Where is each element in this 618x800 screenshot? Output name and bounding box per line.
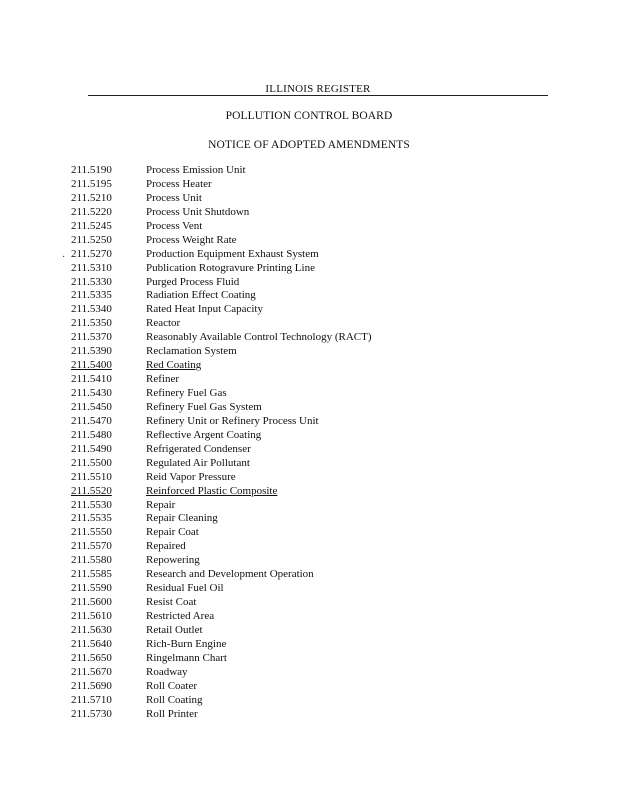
section-number: 211.5270 [71, 247, 112, 260]
definition-row [71, 276, 491, 290]
defined-term: Purged Process Fluid [146, 275, 240, 288]
section-number: 211.5585 [71, 568, 112, 581]
section-number: 211.5250 [71, 233, 112, 246]
definition-row [71, 220, 491, 234]
definition-row [71, 457, 491, 471]
definition-row [71, 415, 491, 429]
defined-term: Repair Coat [146, 526, 199, 539]
definition-row [71, 638, 491, 652]
section-number: 211.5530 [71, 498, 112, 511]
section-number: 211.5580 [71, 554, 112, 567]
section-number: 211.5350 [71, 317, 112, 330]
definition-row [71, 164, 491, 178]
agency-heading: POLLUTION CONTROL BOARD [225, 110, 393, 122]
defined-term: Retail Outlet [146, 623, 203, 636]
defined-term: Reid Vapor Pressure [146, 470, 236, 483]
defined-term: Regulated Air Pollutant [146, 456, 250, 469]
defined-term: Resist Coat [146, 596, 197, 609]
definition-row [71, 317, 491, 331]
section-number: 211.5330 [71, 275, 112, 288]
definition-row [71, 178, 491, 192]
section-number: 211.5500 [71, 456, 112, 469]
defined-term: Roadway [146, 665, 188, 678]
section-number: 211.5370 [71, 331, 112, 344]
section-number: 211.5630 [71, 623, 112, 636]
definition-row [71, 499, 491, 513]
section-number: 211.5450 [71, 400, 112, 413]
section-number: 211.5535 [71, 512, 112, 525]
definition-row [71, 610, 491, 624]
definition-row [71, 401, 491, 415]
definition-row [71, 303, 491, 317]
definition-row [71, 387, 491, 401]
defined-term: Reasonably Available Control Technology (RACT) [146, 331, 372, 344]
definition-row [71, 540, 491, 554]
definition-row [71, 345, 491, 359]
definition-row [71, 373, 491, 387]
defined-term: Rich-Burn Engine [146, 637, 227, 650]
defined-term: Roll Coating [146, 693, 203, 706]
defined-term: Refiner [146, 373, 179, 386]
scan-speck: · [62, 252, 66, 263]
definition-row [71, 708, 491, 722]
defined-term: Reflective Argent Coating [146, 428, 262, 441]
definition-row [71, 526, 491, 540]
definition-row [71, 568, 491, 582]
definition-row [71, 443, 491, 457]
definition-row [71, 582, 491, 596]
notice-heading: NOTICE OF ADOPTED AMENDMENTS [208, 139, 410, 151]
header-rule [88, 95, 548, 96]
section-number: 211.5410 [71, 373, 112, 386]
defined-term: Research and Development Operation [146, 568, 314, 581]
section-number: 211.5550 [71, 526, 112, 539]
definition-row [71, 262, 491, 276]
definition-row [71, 652, 491, 666]
defined-term: Rated Heat Input Capacity [146, 303, 263, 316]
section-number: 211.5310 [71, 261, 112, 274]
section-number: 211.5430 [71, 387, 112, 399]
definition-row [71, 666, 491, 680]
defined-term: Publication Rotogravure Printing Line [146, 261, 315, 274]
defined-term: Repowering [146, 554, 200, 567]
definition-row [71, 512, 491, 526]
definition-row [71, 429, 491, 443]
definitions-list [71, 164, 491, 722]
definition-row [71, 554, 491, 568]
section-number: 211.5400 [71, 359, 112, 372]
defined-term: Process Emission Unit [146, 164, 246, 176]
definition-row [71, 680, 491, 694]
defined-term: Restricted Area [146, 610, 215, 622]
section-number: 211.5590 [71, 582, 112, 595]
section-number: 211.5610 [71, 610, 112, 622]
defined-term: Refrigerated Condenser [146, 442, 251, 455]
section-number: 211.5640 [71, 637, 112, 650]
definition-row [71, 471, 491, 485]
section-number: 211.5600 [71, 596, 112, 609]
defined-term: Repaired [146, 540, 186, 553]
definition-row [71, 289, 491, 303]
defined-term: Radiation Effect Coating [146, 289, 256, 302]
defined-term: Roll Printer [146, 707, 198, 720]
definition-row [71, 248, 491, 262]
defined-term: Reactor [146, 317, 181, 330]
defined-term: Refinery Fuel Gas [146, 387, 227, 399]
defined-term: Process Unit [146, 191, 202, 204]
defined-term: Process Heater [146, 177, 212, 190]
definition-row [71, 624, 491, 638]
defined-term: Repair Cleaning [146, 512, 218, 525]
defined-term: Process Vent [146, 219, 203, 232]
defined-term: Residual Fuel Oil [146, 582, 224, 595]
defined-term: Ringelmann Chart [146, 651, 227, 664]
section-number: 211.5245 [71, 219, 112, 232]
section-number: 211.5510 [71, 470, 112, 483]
section-number: 211.5190 [71, 164, 112, 176]
definition-row [71, 192, 491, 206]
section-number: 211.5710 [71, 693, 112, 706]
section-number: 211.5335 [71, 289, 112, 302]
definition-row [71, 694, 491, 708]
register-title: ILLINOIS REGISTER [261, 83, 374, 95]
defined-term: Process Weight Rate [146, 233, 237, 246]
register-header [88, 83, 548, 99]
definition-row [71, 234, 491, 248]
defined-term: Repair [146, 498, 176, 511]
definition-row [71, 359, 491, 373]
section-number: 211.5520 [71, 484, 112, 497]
section-number: 211.5670 [71, 665, 112, 678]
defined-term: Refinery Unit or Refinery Process Unit [146, 414, 319, 427]
section-number: 211.5340 [71, 303, 112, 316]
definition-row [71, 206, 491, 220]
definition-row [71, 331, 491, 345]
defined-term: Roll Coater [146, 679, 198, 692]
section-number: 211.5220 [71, 205, 112, 218]
section-number: 211.5650 [71, 651, 112, 664]
header-title-wrap [88, 83, 548, 95]
defined-term: Process Unit Shutdown [146, 205, 250, 218]
defined-term: Reclamation System [146, 345, 237, 358]
section-number: 211.5390 [71, 345, 112, 358]
section-number: 211.5570 [71, 540, 112, 553]
definition-row [71, 485, 491, 499]
section-number: 211.5195 [71, 177, 112, 190]
definition-row [71, 596, 491, 610]
section-number: 211.5480 [71, 428, 112, 441]
section-number: 211.5490 [71, 442, 112, 455]
section-number: 211.5210 [71, 191, 112, 204]
defined-term: Red Coating [146, 359, 202, 372]
defined-term: Refinery Fuel Gas System [146, 400, 262, 413]
section-number: 211.5730 [71, 707, 112, 720]
section-number: 211.5470 [71, 414, 112, 427]
section-number: 211.5690 [71, 679, 112, 692]
defined-term: Reinforced Plastic Composite [146, 484, 278, 497]
defined-term: Production Equipment Exhaust System [146, 247, 319, 260]
